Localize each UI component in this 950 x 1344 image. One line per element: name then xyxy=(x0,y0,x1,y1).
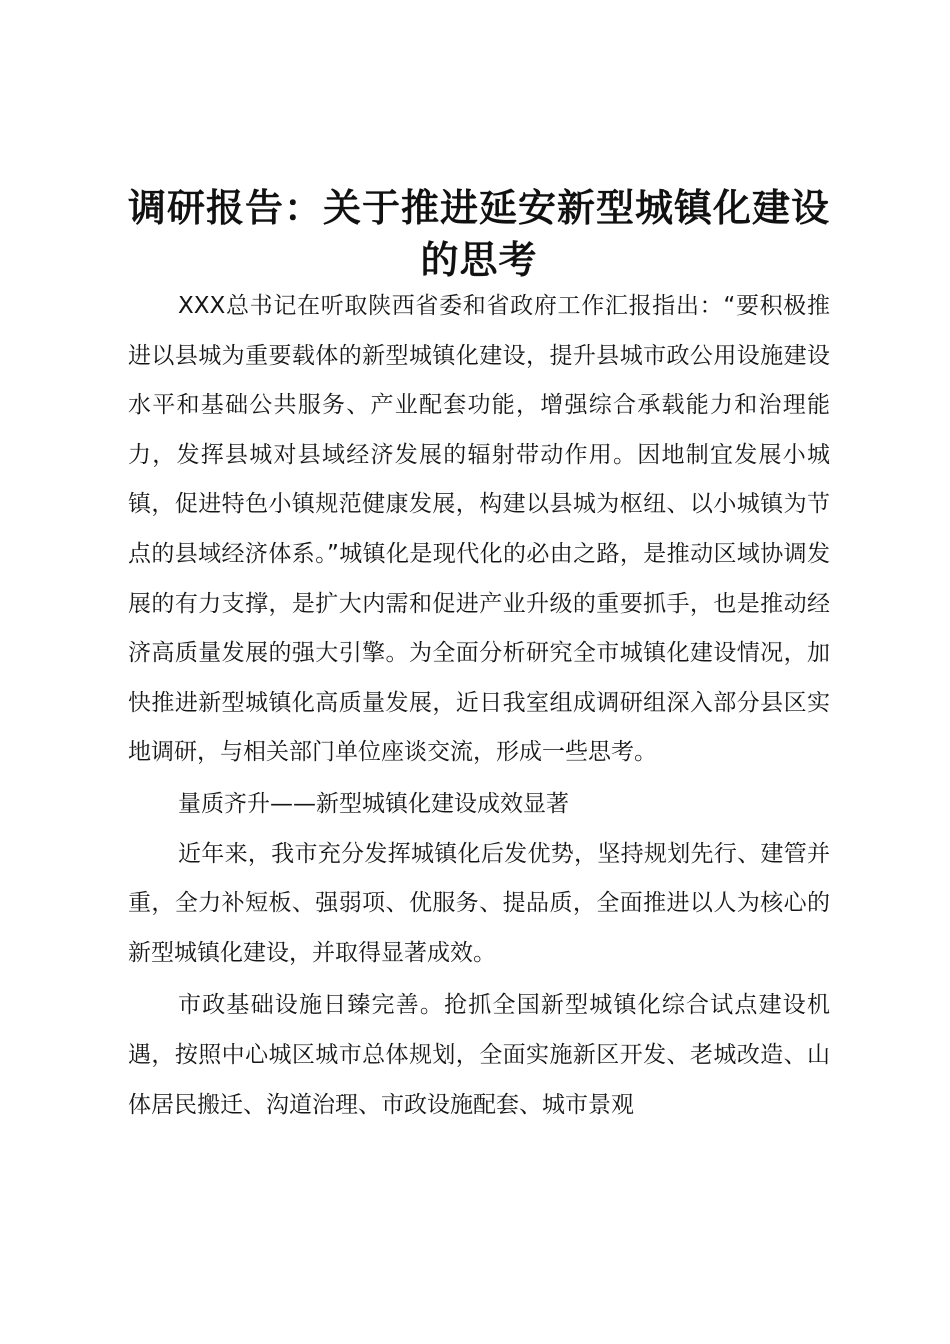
section-heading: 量质齐升——新型城镇化建设成效显著 xyxy=(178,790,569,817)
intro-paragraph: XXX总书记在听取陕西省委和省政府工作汇报指出：“要积极推进以县城为重要载体的新型城镇化建设，提升县城市政公用设施建设水平和基础公共服务、产业配套功能，增强综合承载能力和治理能力，发挥县城对县域经济发展的辐射带动作用。因地制宜发展小城镇，促进特色小镇规范健康发展，构建以县城为枢纽、以小城镇为节点的县域经济体系。”城镇化是现代化的必由之路，是推动区域协调发展的有力支撑，是扩大内需和促进产业升级的重要抓手，也是推动经济高质量发展的强大引擎。为全面分析研究全市城镇化建设情况，加快推进新型城镇化高质量发展，近日我室组成调研组深入部分县区实地调研，与相关部门单位座谈交流，形成一些思考。 xyxy=(128,293,830,766)
document-body xyxy=(128,282,830,1130)
achievements-paragraph: 近年来，我市充分发挥城镇化后发优势，坚持规划先行、建管并重，全力补短板、强弱项、优服务、提品质，全面推进以人为核心的新型城镇化建设，并取得显著成效。 xyxy=(128,840,830,966)
document-title: 调研报告：关于推进延安新型城镇化建设的思考 xyxy=(127,185,830,282)
infrastructure-paragraph: 市政基础设施日臻完善。抢抓全国新型城镇化综合试点建设机遇，按照中心城区城市总体规划，全面实施新区开发、老城改造、山体居民搬迁、沟道治理、市政设施配套、城市景观 xyxy=(128,992,830,1118)
